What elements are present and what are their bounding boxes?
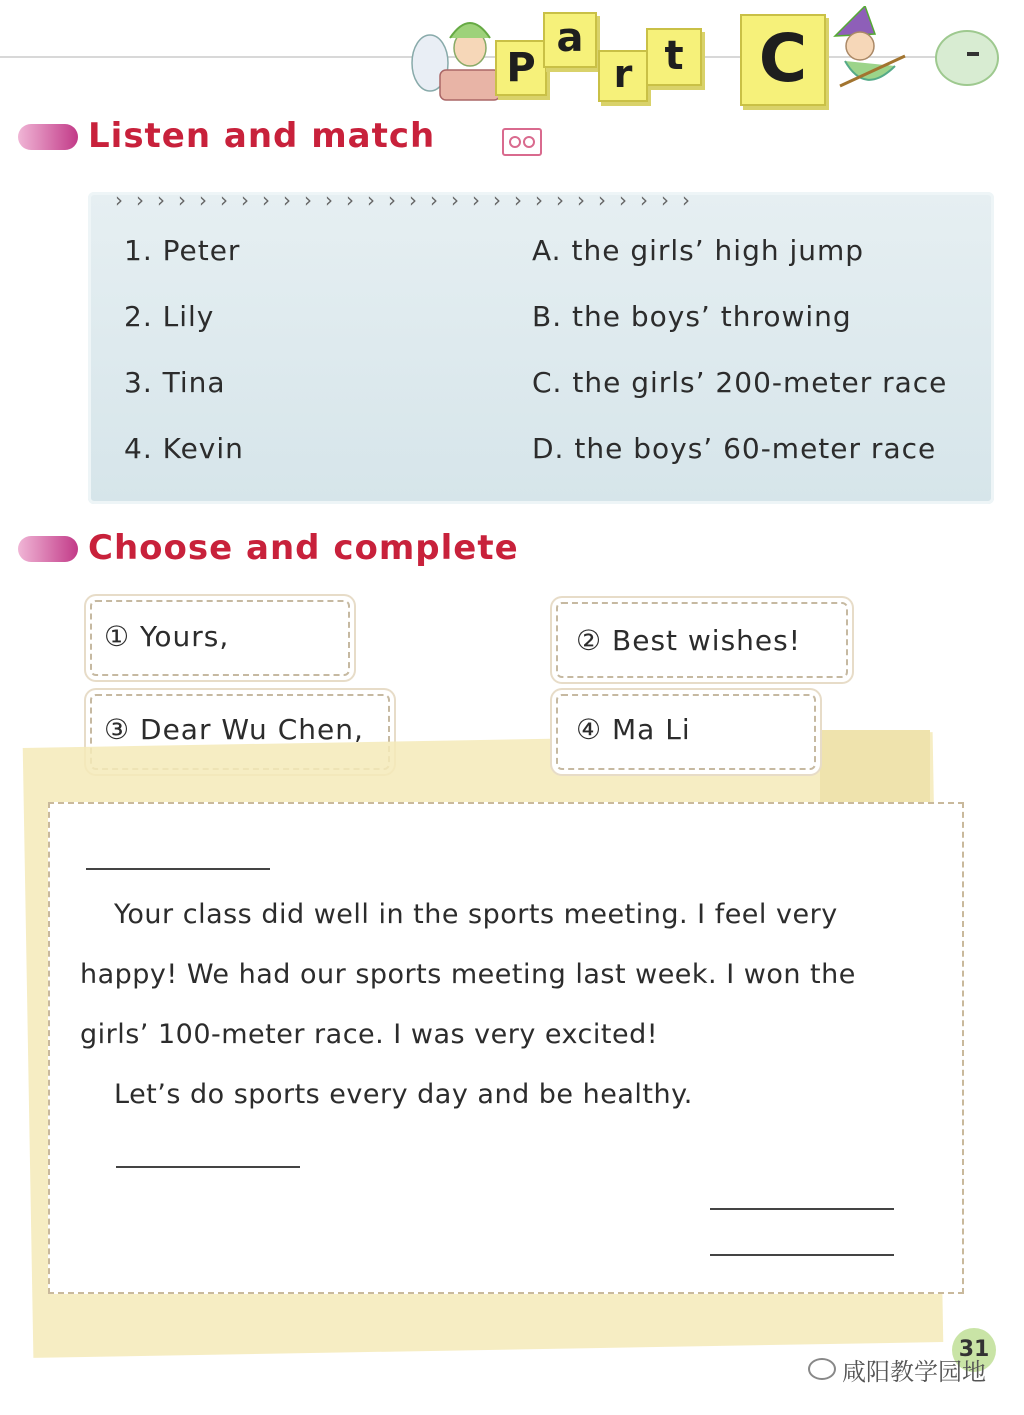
part-block-t: t	[646, 28, 702, 86]
fairy-illustration	[410, 8, 500, 103]
cassette-icon	[502, 128, 542, 156]
option-1: ① Yours,	[104, 620, 230, 653]
part-block-a: a	[543, 12, 597, 68]
match-left-3: 3. Tina	[124, 366, 226, 399]
paper-scrap	[820, 730, 930, 810]
letter-line-4: Let’s do sports every day and be healthy.	[114, 1079, 693, 1110]
letter-line-2: happy! We had our sports meeting last week. I won the	[80, 959, 856, 990]
match-right-b: B. the boys’ throwing	[532, 300, 852, 333]
part-c-banner	[400, 0, 1000, 110]
match-left-2: 2. Lily	[124, 300, 215, 333]
match-left-1: 1. Peter	[124, 234, 241, 267]
listen-section-icon	[18, 124, 78, 150]
page-tab-badge	[935, 30, 999, 86]
match-right-a: A. the girls’ high jump	[532, 234, 865, 267]
match-left-4: 4. Kevin	[124, 432, 244, 465]
option-4: ④ Ma Li	[576, 713, 691, 746]
chat-icon	[808, 1358, 836, 1380]
choose-section-icon	[18, 536, 78, 562]
greeting-blank[interactable]	[86, 868, 270, 870]
match-right-c: C. the girls’ 200-meter race	[532, 366, 948, 399]
closing-blank[interactable]	[116, 1166, 300, 1168]
witch-illustration	[825, 6, 915, 101]
signature-blank-1[interactable]	[710, 1208, 894, 1210]
page-tab-dash	[967, 52, 979, 56]
page-number: 31	[952, 1328, 996, 1372]
letter-line-1: Your class did well in the sports meeting. I feel very	[114, 899, 838, 930]
match-right-d: D. the boys’ 60-meter race	[532, 432, 937, 465]
part-block-c: C	[740, 14, 826, 106]
option-3: ③ Dear Wu Chen,	[104, 713, 364, 746]
choose-title: Choose and complete	[88, 528, 519, 568]
letter-line-3: girls’ 100-meter race. I was very excited!	[80, 1019, 659, 1050]
watermark-text: 咸阳教学园地	[842, 1358, 986, 1386]
part-block-r: r	[598, 50, 648, 102]
signature-blank-2[interactable]	[710, 1254, 894, 1256]
option-2: ② Best wishes!	[576, 624, 801, 657]
part-block-p: P	[495, 40, 547, 96]
listen-title: Listen and match	[88, 116, 436, 156]
spiral-rings: ››››››››››››››››››››››››››››	[115, 188, 703, 212]
